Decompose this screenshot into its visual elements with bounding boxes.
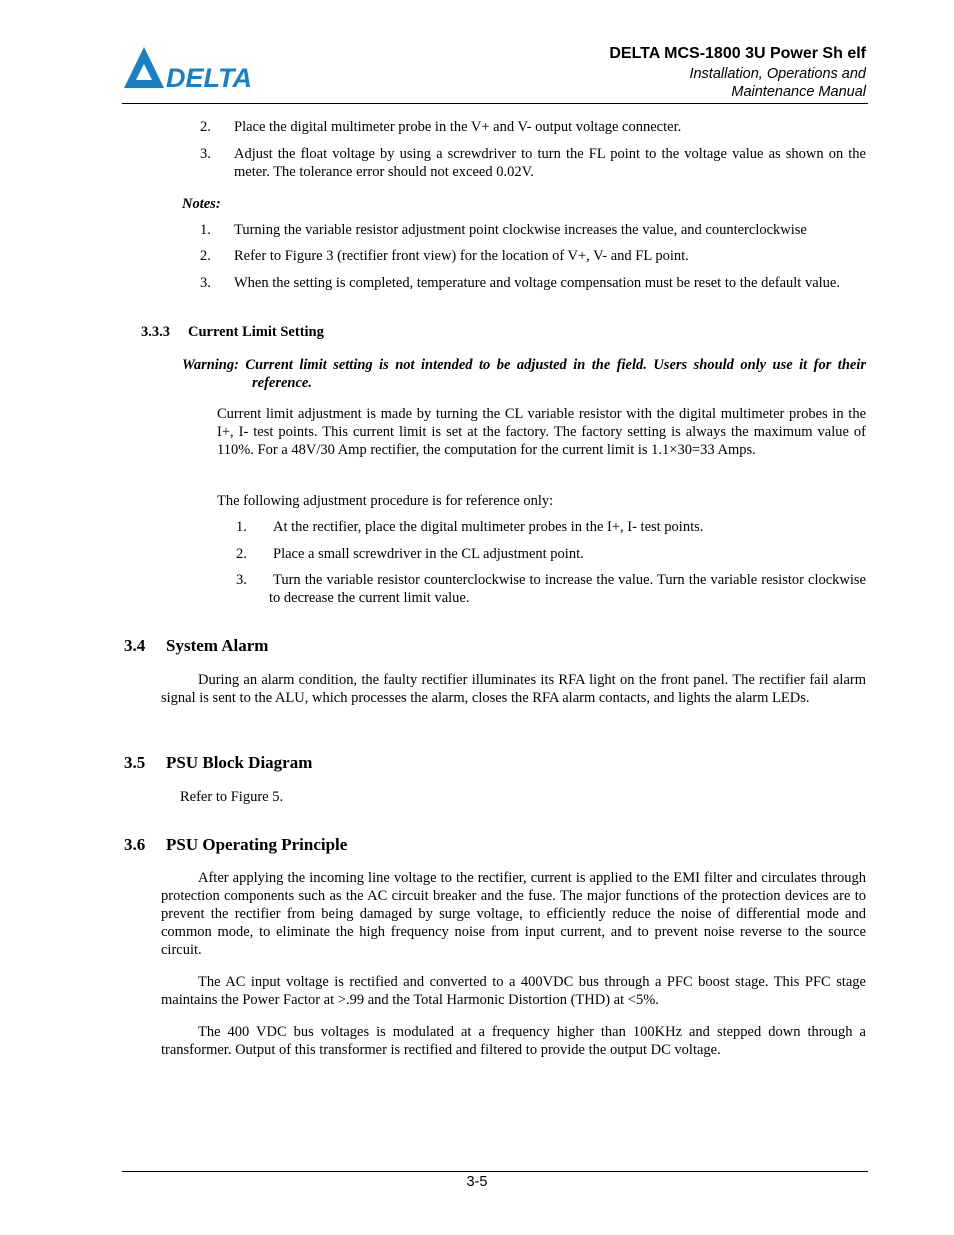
svg-text:DELTA: DELTA: [166, 63, 252, 93]
step-text: At the rectifier, place the digital multimeter probes in the I+, I- test points.: [273, 519, 704, 535]
document-subtitle-line2: Maintenance Manual: [731, 84, 866, 100]
section-heading-3-5: [124, 753, 312, 773]
note-number: 1.: [200, 222, 211, 238]
section-title: PSU Block Diagram: [166, 753, 313, 772]
note-text: Turning the variable resistor adjustment point clockwise increases the value, and counterclockwise: [234, 222, 807, 238]
step-text: Place a small screwdriver in the CL adjustment point.: [273, 546, 584, 562]
note-text: Refer to Figure 3 (rectifier front view) for the location of V+, V- and FL point.: [234, 248, 689, 264]
note-number: 2.: [200, 248, 211, 264]
step-text: Turn the variable resistor counterclockwise to increase the value. Turn the variable resistor clockwise to decrease the current limit value.: [269, 572, 866, 606]
footer-rule: [122, 1171, 868, 1172]
note-text: When the setting is completed, temperature and voltage compensation must be reset to the default value.: [234, 275, 840, 291]
step-number: 3.: [236, 572, 247, 588]
section-number: 3.5: [124, 753, 146, 772]
section-number: 3.3.3: [141, 324, 170, 340]
paragraph: After applying the incoming line voltage to the rectifier, current is applied to the EMI filter and circulates through protection components such as the AC circuit breaker and the fuse. The major functions of the protection devices are to prevent the rectifier from being damaged by surge voltage, to efficiently reduce the noise of differential mode and common mode, to eliminate the high frequency noise from input current, and to prevent noise reverse to the source circuit.: [161, 870, 866, 958]
section-number: 3.6: [124, 835, 146, 854]
header-rule: [122, 103, 868, 104]
section-heading-3-6: [124, 835, 347, 855]
note-number: 3.: [200, 275, 211, 291]
paragraph: Current limit adjustment is made by turning the CL variable resistor with the digital multimeter probes in the I+, I- test points. This current limit is set at the factory. The factory setting is always the maximum value of 110%. For a 48V/30 Amp rectifier, the computation for the current limit is 1.1×30=33 Amps.: [217, 406, 866, 458]
page-number: 3-5: [466, 1174, 488, 1190]
section-heading-3-3-3: [141, 324, 324, 341]
paragraph: The AC input voltage is rectified and converted to a 400VDC bus through a PFC boost stage. This PFC stage maintains the Power Factor at >.99 and the Total Harmonic Distortion (THD) at <5%.: [161, 974, 866, 1008]
step-number: 3.: [200, 146, 211, 162]
document-title: DELTA MCS-1800 3U Power Sh elf: [609, 45, 866, 62]
section-title: PSU Operating Principle: [166, 835, 348, 854]
paragraph: The following adjustment procedure is for reference only:: [217, 493, 554, 509]
paragraph: During an alarm condition, the faulty rectifier illuminates its RFA light on the front panel. The rectifier fail alarm signal is sent to the ALU, which processes the alarm, closes the RFA alarm contacts, and lights the alarm LEDs.: [161, 672, 866, 706]
step-text: Place the digital multimeter probe in the V+ and V- output voltage connecter.: [234, 119, 682, 135]
notes-label: Notes:: [182, 196, 221, 212]
delta-logo: [122, 44, 252, 93]
section-title: System Alarm: [166, 636, 269, 655]
step-number: 2.: [200, 119, 211, 135]
warning-text: Warning: Current limit setting is not intended to be adjusted in the field. Users should only use it for their reference.: [182, 357, 866, 391]
section-title: Current Limit Setting: [188, 324, 324, 340]
step-text: Adjust the float voltage by using a screwdriver to turn the FL point to the voltage value as shown on the meter. The tolerance error should not exceed 0.02V.: [234, 146, 866, 180]
paragraph: Refer to Figure 5.: [180, 789, 284, 805]
paragraph: The 400 VDC bus voltages is modulated at a frequency higher than 100KHz and stepped down through a transformer. Output of this transformer is rectified and filtered to provide the output DC voltage.: [161, 1024, 866, 1058]
document-subtitle-line1: Installation, Operations and: [689, 66, 866, 82]
section-number: 3.4: [124, 636, 146, 655]
step-number: 2.: [236, 546, 247, 562]
step-number: 1.: [236, 519, 247, 535]
section-heading-3-4: [124, 636, 268, 656]
